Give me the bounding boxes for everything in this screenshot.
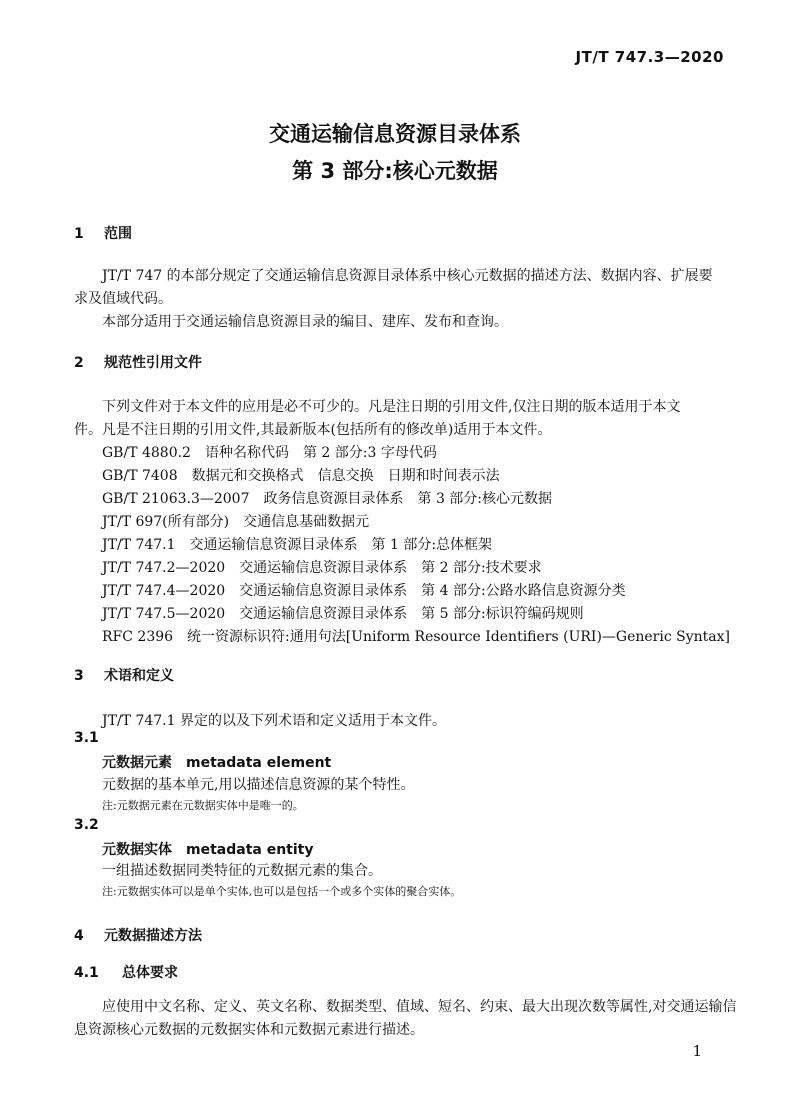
term-note: 注:元数据元素在元数据实体中是唯一的。: [102, 799, 304, 812]
term-note: 注:元数据实体可以是单个实体,也可以是包括一个或多个实体的聚合实体。: [102, 885, 462, 898]
reference-item: JT/T 697(所有部分) 交通信息基础数据元: [102, 514, 370, 530]
paragraph-line: 件。凡是不注日期的引用文件,其最新版本(包括所有的修改单)适用于本文件。: [74, 422, 552, 438]
section-number: 3: [74, 668, 84, 684]
term-definition: 元数据的基本单元,用以描述信息资源的某个特性。: [102, 777, 415, 793]
reference-item: GB/T 4880.2 语种名称代码 第 2 部分:3 字母代码: [102, 445, 437, 461]
subsection-4-1-heading: [74, 962, 178, 982]
term-heading: 元数据实体 metadata entity: [102, 842, 314, 858]
reference-item: GB/T 7408 数据元和交换格式 信息交换 日期和时间表示法: [102, 468, 500, 484]
term-heading: 元数据元素 metadata element: [102, 755, 332, 771]
section-title: 术语和定义: [104, 668, 174, 684]
section-number: 1: [74, 226, 84, 242]
reference-item: JT/T 747.2—2020 交通运输信息资源目录体系 第 2 部分:技术要求: [102, 560, 542, 576]
paragraph-line: 求及值域代码。: [74, 291, 172, 307]
reference-item: GB/T 21063.3—2007 政务信息资源目录体系 第 3 部分:核心元数据: [102, 491, 553, 507]
section-title: 范围: [104, 226, 132, 242]
section-2-heading: [74, 352, 202, 372]
reference-item: RFC 2396 统一资源标识符:通用句法[Uniform Resource Identifiers (URI)—Generic Syntax]: [102, 629, 730, 645]
paragraph-line: 下列文件对于本文件的应用是必不可少的。凡是注日期的引用文件,仅注日期的版本适用于本文: [102, 399, 681, 415]
subsection-number: 4.1: [74, 965, 99, 981]
page-number: 1: [692, 1042, 702, 1060]
section-number: 2: [74, 355, 84, 371]
term-definition: 一组描述数据同类特征的元数据元素的集合。: [102, 863, 382, 879]
reference-item: JT/T 747.5—2020 交通运输信息资源目录体系 第 5 部分:标识符编码规则: [102, 606, 584, 622]
paragraph-line: 应使用中文名称、定义、英文名称、数据类型、值域、短名、约束、最大出现次数等属性,对交通运输信: [102, 999, 737, 1015]
paragraph-line: JT/T 747 的本部分规定了交通运输信息资源目录体系中核心元数据的描述方法、数据内容、扩展要: [102, 268, 713, 284]
section-1-heading: [74, 223, 132, 243]
term-number: 3.1: [74, 730, 99, 746]
section-number: 4: [74, 928, 84, 944]
paragraph-line: 息资源核心元数据的元数据实体和元数据元素进行描述。: [74, 1022, 424, 1038]
standard-number-header: JT/T 747.3—2020: [575, 48, 724, 66]
paragraph-line: JT/T 747.1 界定的以及下列术语和定义适用于本文件。: [102, 713, 446, 729]
paragraph-line: 本部分适用于交通运输信息资源目录的编目、建库、发布和查询。: [102, 314, 508, 330]
document-title: 交通运输信息资源目录体系: [269, 122, 521, 146]
document-subtitle: 第 3 部分:核心元数据: [292, 159, 498, 183]
term-number: 3.2: [74, 817, 99, 833]
reference-item: JT/T 747.4—2020 交通运输信息资源目录体系 第 4 部分:公路水路信息资源分类: [102, 583, 626, 599]
section-title: 规范性引用文件: [104, 355, 202, 371]
subsection-title: 总体要求: [122, 965, 178, 981]
section-title: 元数据描述方法: [104, 928, 202, 944]
reference-item: JT/T 747.1 交通运输信息资源目录体系 第 1 部分:总体框架: [102, 537, 493, 553]
section-3-heading: [74, 665, 174, 685]
section-4-heading: [74, 925, 202, 945]
